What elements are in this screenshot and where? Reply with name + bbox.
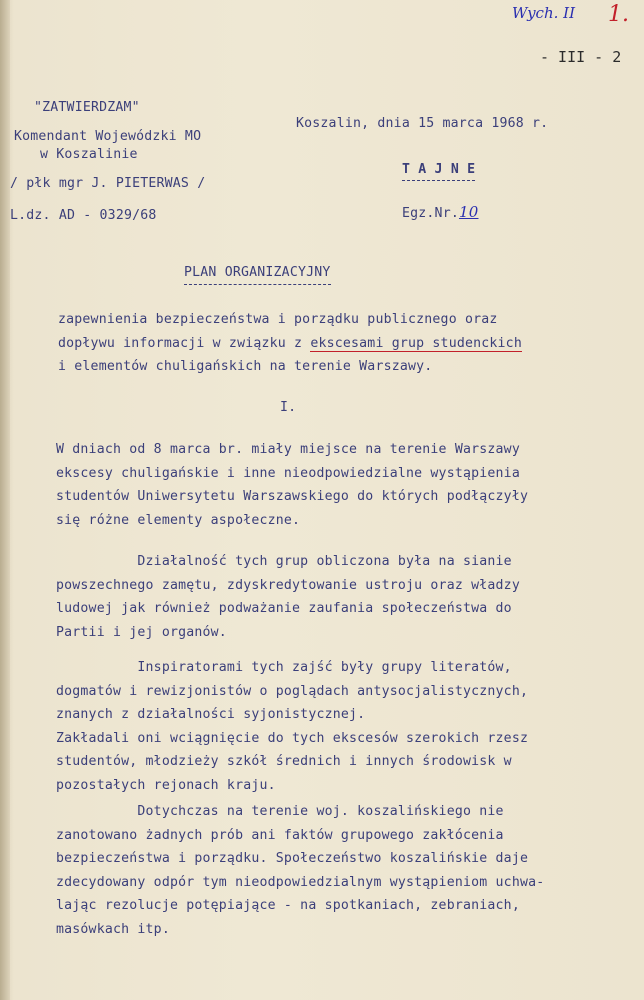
classification: T A J N E xyxy=(402,160,475,181)
text-line: Inspiratorami tych zajść były grupy literatów, xyxy=(56,660,512,675)
paragraph-2 xyxy=(56,550,616,644)
text-line: się różne elementy aspołeczne. xyxy=(56,512,301,528)
commander-location: w Koszalinie xyxy=(40,147,138,162)
commander-name: / płk mgr J. PIETERWAS / xyxy=(10,176,206,191)
text-line: Działalność tych grup obliczona była na sianie xyxy=(56,554,512,569)
section-number: I. xyxy=(280,400,297,415)
text-line: W dniach od 8 marca br. miały miejsce na terenie Warszawy xyxy=(56,442,520,457)
approval-stamp: "ZATWIERDZAM" xyxy=(34,100,140,115)
page-mark: - III - 2 xyxy=(540,48,622,66)
text-line: Partii i jej organów. xyxy=(56,624,227,640)
handwritten-note: Wych. II xyxy=(512,4,576,22)
paragraph-3 xyxy=(56,656,616,797)
paragraph-1 xyxy=(56,438,616,532)
text-line: dogmatów i rewizjonistów o poglądach antysocjalistycznych, xyxy=(56,683,529,699)
paragraph-4 xyxy=(56,800,616,941)
page-edge-shadow xyxy=(0,0,10,1000)
text-line: bezpieczeństwa i porządku. Społeczeństwo koszalińskie daje xyxy=(56,851,529,866)
text-line: ekscesy chuligańskie i inne nieodpowiedzialne wystąpienia xyxy=(56,465,520,481)
subtitle-line: i elementów chuligańskich na terenie Warszawy. xyxy=(58,359,433,374)
text-line: powszechnego zamętu, zdyskredytowanie ustroju oraz władzy xyxy=(56,577,520,593)
place-date: Koszalin, dnia 15 marca 1968 r. xyxy=(296,116,549,131)
copy-label: Egz.Nr. xyxy=(402,206,459,221)
text-line: lając rezolucje potępiające - na spotkaniach, zebraniach, xyxy=(56,898,520,913)
copy-number: 10 xyxy=(458,203,479,221)
subtitle-line: zapewnienia bezpieczeństwa i porządku publicznego oraz xyxy=(58,312,498,327)
text-line: Zakładali oni wciągnięcie do tych ekscesów szerokich rzesz xyxy=(56,730,529,746)
text-line: pozostałych rejonach kraju. xyxy=(56,777,276,793)
text-line: zdecydowany odpór tym nieodpowiedzialnym wystąpieniom uchwa- xyxy=(56,874,545,890)
underlined-phrase: ekscesami grup studenckich xyxy=(310,335,522,351)
subtitle-text: dopływu informacji w związku z xyxy=(58,335,311,351)
text-line: ludowej jak również podważanie zaufania społeczeństwa do xyxy=(56,601,512,616)
document-title: PLAN ORGANIZACYJNY xyxy=(184,262,331,285)
text-line: studentów Uniwersytetu Warszawskiego do których podłączyły xyxy=(56,489,529,504)
copy-number-line xyxy=(402,200,478,226)
text-line: zanotowano żadnych prób ani faktów grupowego zakłócenia xyxy=(56,827,504,843)
text-line: znanych z działalności syjonistycznej. xyxy=(56,707,366,722)
text-line: masówkach itp. xyxy=(56,921,170,937)
subtitle-line xyxy=(58,332,618,356)
reference-number: L.dz. AD - 0329/68 xyxy=(10,208,157,223)
text-line: Dotychczas na terenie woj. koszalińskiego nie xyxy=(56,804,504,819)
handwritten-red-number: 1. xyxy=(608,2,629,27)
commander-title: Komendant Wojewódzki MO xyxy=(14,129,202,144)
text-line: studentów, młodzieży szkół średnich i innych środowisk w xyxy=(56,754,512,769)
subtitle-block xyxy=(58,308,618,379)
